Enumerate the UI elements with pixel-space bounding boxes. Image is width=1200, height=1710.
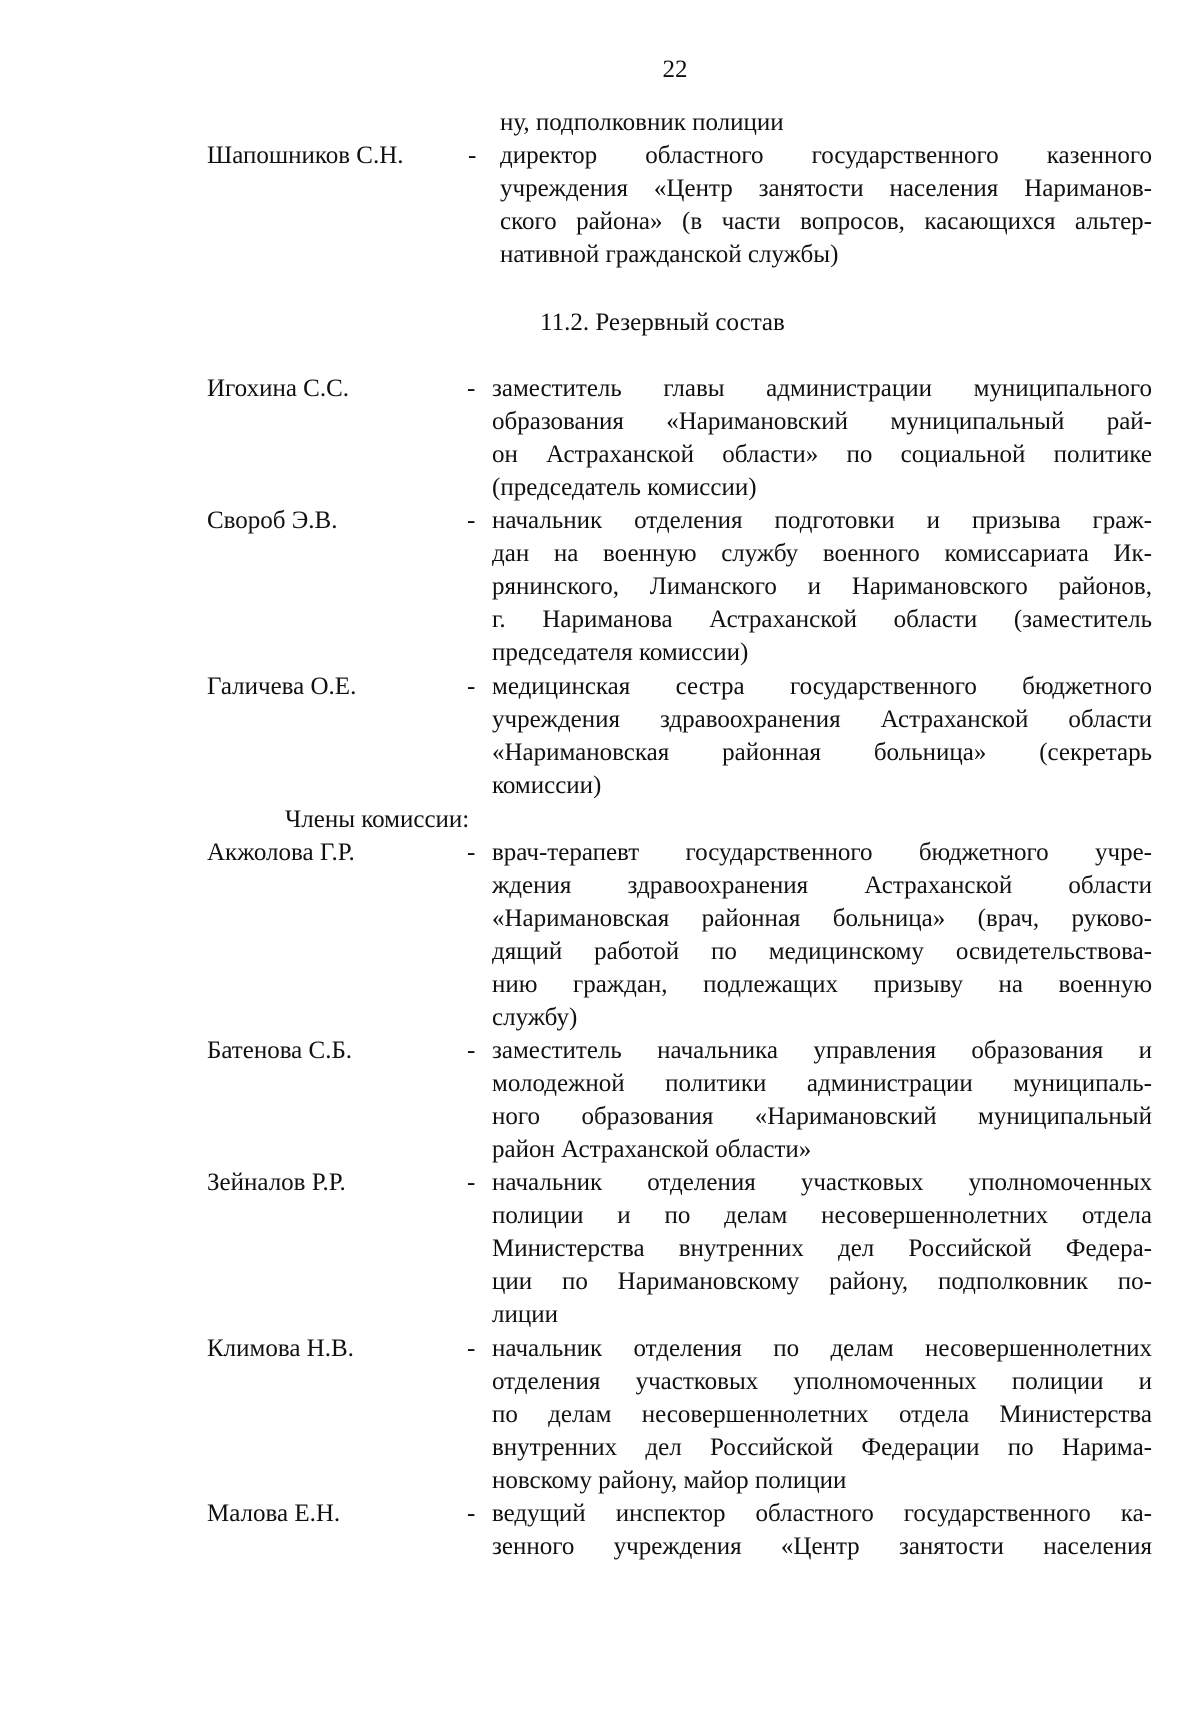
description-line: дящий работой по медицинскому освидетельствова- bbox=[492, 938, 1152, 965]
entry-description bbox=[492, 1166, 1152, 1331]
entry-dash: - bbox=[468, 142, 477, 169]
entry-description bbox=[500, 139, 1152, 271]
description-line: «Наримановская районная больница» (секретарь bbox=[492, 739, 1152, 766]
entry-name: Акжолова Г.Р. bbox=[207, 839, 355, 866]
description-line: ведущий инспектор областного государственного ка- bbox=[492, 1500, 1152, 1527]
entry-dash: - bbox=[467, 1500, 476, 1527]
entry-description bbox=[492, 1332, 1152, 1497]
description-line: полиции и по делам несовершеннолетних отдела bbox=[492, 1202, 1152, 1229]
description-line: начальник отделения участковых уполномоченных bbox=[492, 1169, 1152, 1196]
description-line: учреждения здравоохранения Астраханской области bbox=[492, 706, 1152, 733]
description-line: комиссии) bbox=[492, 772, 602, 799]
description-line: заместитель начальника управления образования и bbox=[492, 1037, 1152, 1064]
entry-name: Галичева О.Е. bbox=[207, 673, 357, 700]
description-line: нию граждан, подлежащих призыву на военную bbox=[492, 971, 1152, 998]
description-line: дан на военную службу военного комиссариата Ик- bbox=[492, 540, 1152, 567]
description-line: «Наримановская районная больница» (врач, руково- bbox=[492, 905, 1152, 932]
members-label: Члены комиссии: bbox=[285, 806, 470, 833]
description-line: службу) bbox=[492, 1004, 578, 1031]
description-line: ского района» (в части вопросов, касающихся альтер- bbox=[500, 208, 1152, 235]
entry-dash: - bbox=[467, 1169, 476, 1196]
description-line: ждения здравоохранения Астраханской области bbox=[492, 872, 1152, 899]
entry-name: Зейналов Р.Р. bbox=[207, 1169, 346, 1196]
description-line: директор областного государственного казенного bbox=[500, 142, 1152, 169]
entry-name: Батенова С.Б. bbox=[207, 1037, 353, 1064]
entry-dash: - bbox=[467, 1037, 476, 1064]
description-line: (председатель комиссии) bbox=[492, 474, 757, 501]
description-line: молодежной политики администрации муниципаль- bbox=[492, 1070, 1152, 1097]
entry-name: Свороб Э.В. bbox=[207, 507, 338, 534]
description-line: район Астраханской области» bbox=[492, 1136, 812, 1163]
entry-dash: - bbox=[467, 839, 476, 866]
description-line: отделения участковых уполномоченных полиции и bbox=[492, 1368, 1152, 1395]
entry-description bbox=[492, 1497, 1152, 1563]
continuation-text: ну, подполковник полиции bbox=[500, 109, 784, 136]
description-line: заместитель главы администрации муниципального bbox=[492, 375, 1152, 402]
description-line: председателя комиссии) bbox=[492, 639, 749, 666]
entry-dash: - bbox=[467, 375, 476, 402]
entry-description bbox=[492, 372, 1152, 504]
entry-name: Малова Е.Н. bbox=[207, 1500, 341, 1527]
description-line: лиции bbox=[492, 1301, 558, 1328]
description-line: врач-терапевт государственного бюджетного учре- bbox=[492, 839, 1152, 866]
entry-dash: - bbox=[467, 1335, 476, 1362]
description-line: учреждения «Центр занятости населения Нариманов- bbox=[500, 175, 1152, 202]
description-line: внутренних дел Российской Федерации по Нарима- bbox=[492, 1434, 1152, 1461]
section-title: 11.2. Резервный состав bbox=[540, 309, 785, 336]
entry-description bbox=[492, 670, 1152, 802]
description-line: ции по Наримановскому району, подполковник по- bbox=[492, 1268, 1152, 1295]
description-line: ного образования «Наримановский муниципальный bbox=[492, 1103, 1152, 1130]
entry-description bbox=[492, 504, 1152, 669]
entry-dash: - bbox=[467, 507, 476, 534]
description-line: г. Нариманова Астраханской области (заместитель bbox=[492, 606, 1152, 633]
description-line: нативной гражданской службы) bbox=[500, 241, 839, 268]
description-line: начальник отделения подготовки и призыва граж- bbox=[492, 507, 1152, 534]
entry-name: Климова Н.В. bbox=[207, 1335, 354, 1362]
description-line: он Астраханской области» по социальной политике bbox=[492, 441, 1152, 468]
continuation-line bbox=[500, 106, 1160, 139]
description-line: по делам несовершеннолетних отдела Министерства bbox=[492, 1401, 1152, 1428]
page-number: 22 bbox=[662, 56, 688, 83]
description-line: начальник отделения по делам несовершеннолетних bbox=[492, 1335, 1152, 1362]
entry-name: Игохина С.С. bbox=[207, 375, 350, 402]
entry-name: Шапошников С.Н. bbox=[207, 142, 404, 169]
description-line: зенного учреждения «Центр занятости населения bbox=[492, 1533, 1152, 1560]
description-line: медицинская сестра государственного бюджетного bbox=[492, 673, 1152, 700]
entry-description bbox=[492, 1034, 1152, 1166]
description-line: новскому району, майор полиции bbox=[492, 1467, 847, 1494]
entry-description bbox=[492, 836, 1152, 1034]
entry-dash: - bbox=[467, 673, 476, 700]
description-line: Министерства внутренних дел Российской Федера- bbox=[492, 1235, 1152, 1262]
description-line: рянинского, Лиманского и Наримановского районов, bbox=[492, 573, 1152, 600]
description-line: образования «Наримановский муниципальный рай- bbox=[492, 408, 1152, 435]
